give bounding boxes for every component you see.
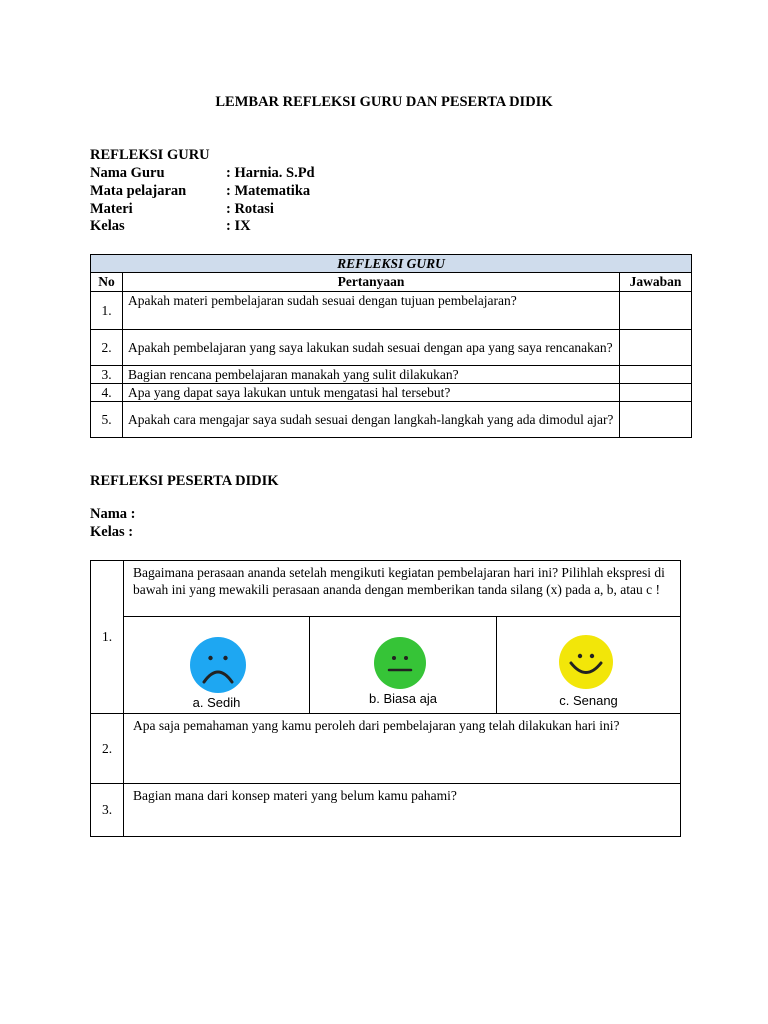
- row-question: Apa saja pemahaman yang kamu peroleh dari pembelajaran yang telah dilakukan hari ini?: [133, 718, 620, 733]
- face-option-sad[interactable]: [124, 617, 310, 714]
- face-label-happy: c. Senang: [559, 693, 618, 708]
- row-question: Apakah pembelajaran yang saya lakukan sudah sesuai dengan apa yang saya rencanakan?: [123, 330, 620, 366]
- column-header-no: No: [91, 273, 123, 292]
- face-label-neutral: b. Biasa aja: [369, 691, 437, 706]
- teacher-section-heading: REFLEKSI GURU: [90, 147, 210, 163]
- table-row: [91, 402, 692, 438]
- page-title: LEMBAR REFLEKSI GURU DAN PESERTA DIDIK: [215, 94, 553, 110]
- row-number: 1.: [91, 561, 124, 714]
- info-value: : Harnia. S.Pd: [226, 165, 315, 181]
- row-question-cell: [124, 561, 681, 617]
- row-question-cell[interactable]: [124, 784, 681, 837]
- answer-cell[interactable]: [620, 402, 692, 438]
- teacher-reflection-table: [90, 254, 692, 438]
- face-option-happy[interactable]: [497, 617, 681, 714]
- sad-face-icon: [189, 636, 247, 694]
- answer-cell[interactable]: [620, 292, 692, 330]
- row-question: Apakah materi pembelajaran sudah sesuai dengan tujuan pembelajaran?: [123, 292, 620, 330]
- face-circle: [374, 637, 426, 689]
- face-eye: [404, 656, 408, 660]
- info-key: Nama Guru: [90, 165, 165, 181]
- student-name-label: Nama :: [90, 506, 136, 522]
- face-option-neutral[interactable]: [310, 617, 497, 714]
- answer-cell[interactable]: [620, 366, 692, 384]
- row-number: 4.: [91, 384, 123, 402]
- row-number: 5.: [91, 402, 123, 438]
- face-eye: [223, 656, 227, 660]
- table-row: [91, 330, 692, 366]
- row-number: 2.: [91, 330, 123, 366]
- table-row: [91, 292, 692, 330]
- face-eye: [578, 654, 582, 658]
- answer-cell[interactable]: [620, 384, 692, 402]
- table-row: [91, 714, 681, 784]
- student-class-label: Kelas :: [90, 524, 134, 540]
- row-question: Apakah cara mengajar saya sudah sesuai dengan langkah-langkah yang ada dimodul ajar?: [123, 402, 620, 438]
- row-number: 1.: [91, 292, 123, 330]
- face-label-sad: a. Sedih: [192, 695, 241, 710]
- table-caption-row: [91, 255, 692, 273]
- student-reflection-table: [90, 560, 681, 837]
- row-question: Apa yang dapat saya lakukan untuk mengatasi hal tersebut?: [123, 384, 620, 402]
- face-eye: [392, 656, 396, 660]
- face-circle: [190, 637, 246, 693]
- answer-cell[interactable]: [620, 330, 692, 366]
- face-eye: [590, 654, 594, 658]
- row-question-cell[interactable]: [124, 714, 681, 784]
- info-key: Mata pelajaran: [90, 183, 187, 199]
- info-value: : Rotasi: [226, 201, 274, 217]
- info-value: : Matematika: [226, 183, 311, 199]
- face-circle: [559, 635, 613, 689]
- row-number: 3.: [91, 366, 123, 384]
- info-key: Kelas: [90, 218, 125, 234]
- table-header-row: [91, 273, 692, 292]
- column-header-question: Pertanyaan: [123, 273, 620, 292]
- student-section-heading: REFLEKSI PESERTA DIDIK: [90, 473, 279, 489]
- table-caption: REFLEKSI GURU: [91, 255, 692, 273]
- row-question: Bagian mana dari konsep materi yang belum kamu pahami?: [133, 788, 457, 803]
- table-row: [91, 561, 681, 617]
- table-row: [91, 366, 692, 384]
- row-number: 2.: [91, 714, 124, 784]
- table-row: [91, 384, 692, 402]
- neutral-face-icon: [373, 636, 427, 690]
- info-value: : IX: [226, 218, 251, 234]
- happy-face-icon: [558, 634, 614, 690]
- row-question: Bagaimana perasaan ananda setelah mengikuti kegiatan pembelajaran hari ini? Pilihlah ekspresi di bawah ini yang mewakili perasaan ananda dengan memberikan tanda silang (x) pada a, b, atau c !: [133, 565, 665, 597]
- face-eye: [208, 656, 212, 660]
- faces-row: [91, 617, 681, 714]
- column-header-answer: Jawaban: [620, 273, 692, 292]
- table-row: [91, 784, 681, 837]
- info-key: Materi: [90, 201, 133, 217]
- row-question: Bagian rencana pembelajaran manakah yang sulit dilakukan?: [123, 366, 620, 384]
- row-number: 3.: [91, 784, 124, 837]
